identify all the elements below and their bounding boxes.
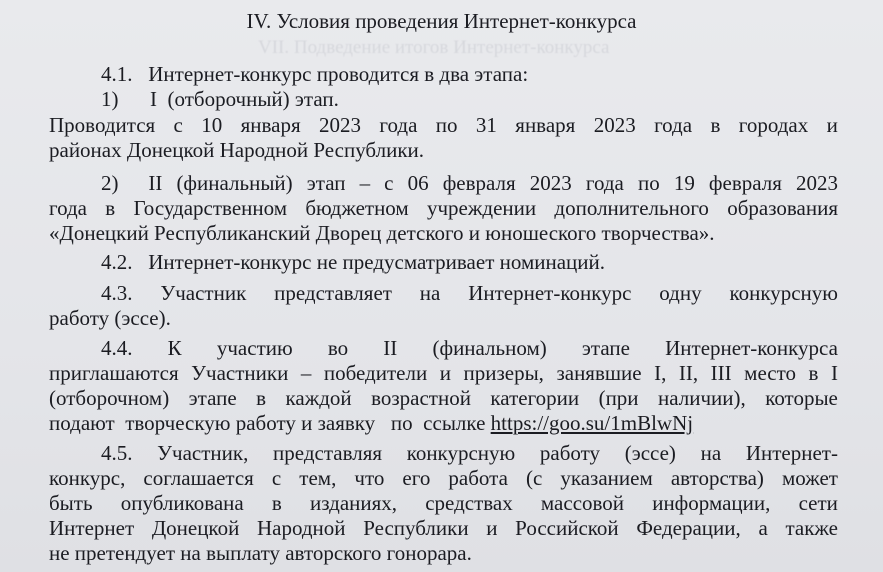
word: наличии), <box>658 386 746 410</box>
paragraph-4-4-line-2 <box>49 361 838 385</box>
word: а <box>758 516 768 540</box>
word: Участник <box>160 281 247 305</box>
word: с <box>173 113 183 137</box>
word: Государственном <box>133 196 288 220</box>
word: 2023 <box>593 113 636 137</box>
word: сети <box>798 491 838 515</box>
word: этапе <box>581 336 630 360</box>
word: 19 <box>673 171 695 195</box>
word: Участник, <box>157 441 249 465</box>
word: учреждении <box>427 196 537 220</box>
word: 4.5. <box>101 441 133 465</box>
word: представляет <box>274 281 392 305</box>
word: одну <box>659 281 702 305</box>
word: и <box>486 516 498 540</box>
word: возрастной <box>371 386 471 410</box>
word: конкурс, <box>49 466 126 490</box>
word: каждой <box>285 386 352 410</box>
word: 2) <box>101 171 119 195</box>
word: в <box>271 491 282 515</box>
word: на <box>419 281 441 305</box>
word: соглашается <box>143 466 254 490</box>
word: (при <box>598 386 639 410</box>
word: в <box>808 361 819 385</box>
word: Федерации, <box>636 516 741 540</box>
word: января <box>515 113 576 137</box>
word: работу <box>539 441 601 465</box>
word: которые <box>765 386 838 410</box>
word: I, <box>654 361 667 385</box>
word: года <box>585 171 624 195</box>
word: также <box>785 516 838 540</box>
word: (отборочном) <box>49 386 170 410</box>
word: года <box>379 113 418 137</box>
word: II <box>383 336 398 360</box>
paragraph-4-5-line-3 <box>49 491 838 515</box>
word: конкурсную <box>729 281 838 305</box>
word: категории <box>490 386 580 410</box>
word: изданиях, <box>310 491 398 515</box>
word: (финальный) <box>176 171 293 195</box>
word: представляя <box>273 441 383 465</box>
word: его <box>402 466 431 490</box>
stage-1-line-1 <box>49 113 838 137</box>
word: III <box>710 361 732 385</box>
word: опубликована <box>120 491 244 515</box>
word: средствах <box>425 491 513 515</box>
word: (с <box>525 466 543 490</box>
word: с <box>384 171 394 195</box>
show-through-heading: VII. Подведение итогов Интернет-конкурса <box>258 37 610 58</box>
stage-2-line-3: «Донецкий Республиканский Дворец детского и юношеского творчества». <box>49 221 715 245</box>
word: может <box>781 466 838 490</box>
word: тем, <box>299 466 337 490</box>
word: работа <box>448 466 508 490</box>
stage-1-label: 1) I (отборочный) этап. <box>101 87 339 111</box>
word: приглашаются <box>49 361 179 385</box>
word: Интернет-конкурса <box>665 336 838 360</box>
word: по <box>637 171 660 195</box>
paragraph-4-3-line-2: работу (эссе). <box>49 306 171 330</box>
word: Российской <box>515 516 619 540</box>
word: во <box>327 336 349 360</box>
paragraph-4-5-line-5: не претендует на выплату авторского гонорара. <box>49 541 472 565</box>
stage-2-line-1 <box>101 171 838 195</box>
word: К <box>167 336 182 360</box>
word: 31 <box>475 113 497 137</box>
word: Участники <box>191 361 289 385</box>
section-title: IV. Условия проведения Интернет-конкурса <box>246 9 637 33</box>
word: на <box>700 441 722 465</box>
paragraph-4-5-line-4 <box>49 516 838 540</box>
word: авторства) <box>670 466 764 490</box>
paragraph-4-3-line-1 <box>101 281 838 305</box>
word: быть <box>49 491 93 515</box>
word: участию <box>216 336 293 360</box>
word: 2023 <box>796 171 838 195</box>
word: занявшие <box>556 361 642 385</box>
word: 4.3. <box>101 281 133 305</box>
word: этап <box>306 171 346 195</box>
word: и <box>826 113 838 137</box>
word: 2023 <box>319 113 362 137</box>
application-link[interactable]: https://goo.su/1mBlwNj <box>490 411 694 435</box>
word: с <box>271 466 282 490</box>
word: I <box>830 361 838 385</box>
word: 06 <box>407 171 429 195</box>
paragraph-4-2: 4.2. Интернет-конкурс не предусматривает номинаций. <box>101 250 606 274</box>
word: февраля <box>442 171 516 195</box>
word: (эссе) <box>624 441 676 465</box>
stage-1-line-2: районах Донецкой Народной Республики. <box>49 138 425 162</box>
paragraph-4-4-line-1 <box>101 336 838 360</box>
word: призеры, <box>463 361 544 385</box>
paragraph-4-1: 4.1. Интернет-конкурс проводится в два этапа: <box>101 62 529 86</box>
word: и <box>439 361 451 385</box>
word: конкурсную <box>406 441 516 465</box>
word: Донецкой <box>151 516 240 540</box>
word: II <box>132 171 163 195</box>
word: в <box>105 196 116 220</box>
word: II, <box>678 361 699 385</box>
word: победители <box>323 361 428 385</box>
word: Интернет-конкурс <box>468 281 632 305</box>
word: Республики <box>363 516 469 540</box>
word: Интернет <box>49 516 135 540</box>
paragraph-4-4-line-3 <box>49 386 838 410</box>
word: что <box>354 466 385 490</box>
word: в <box>710 113 721 137</box>
word: Народной <box>256 516 346 540</box>
paragraph-4-4-line-4-text: подают творческую работу и заявку по ссылке <box>49 411 491 435</box>
word: 10 <box>201 113 223 137</box>
word: – <box>359 171 371 195</box>
word: года <box>654 113 693 137</box>
paragraph-4-5-line-1 <box>101 441 838 465</box>
paragraph-4-4-line-4 <box>49 411 693 435</box>
word: Проводится <box>49 113 156 137</box>
word: января <box>240 113 301 137</box>
word: 2023 <box>529 171 572 195</box>
word: городах <box>738 113 809 137</box>
word: дополнительного <box>554 196 709 220</box>
word: 4.4. <box>101 336 133 360</box>
word: Интернет- <box>745 441 838 465</box>
paragraph-4-5-line-2 <box>49 466 838 490</box>
word: указанием <box>560 466 653 490</box>
word: информации, <box>652 491 771 515</box>
word: бюджетном <box>305 196 409 220</box>
word: февраля <box>708 171 782 195</box>
word: массовой <box>540 491 625 515</box>
word: этапе <box>188 386 237 410</box>
word: по <box>435 113 458 137</box>
word: в <box>256 386 267 410</box>
word: образования <box>727 196 838 220</box>
word: место <box>744 361 797 385</box>
word: года <box>49 196 87 220</box>
word: – <box>300 361 312 385</box>
stage-2-line-2 <box>49 196 838 220</box>
word: (финальном) <box>432 336 547 360</box>
